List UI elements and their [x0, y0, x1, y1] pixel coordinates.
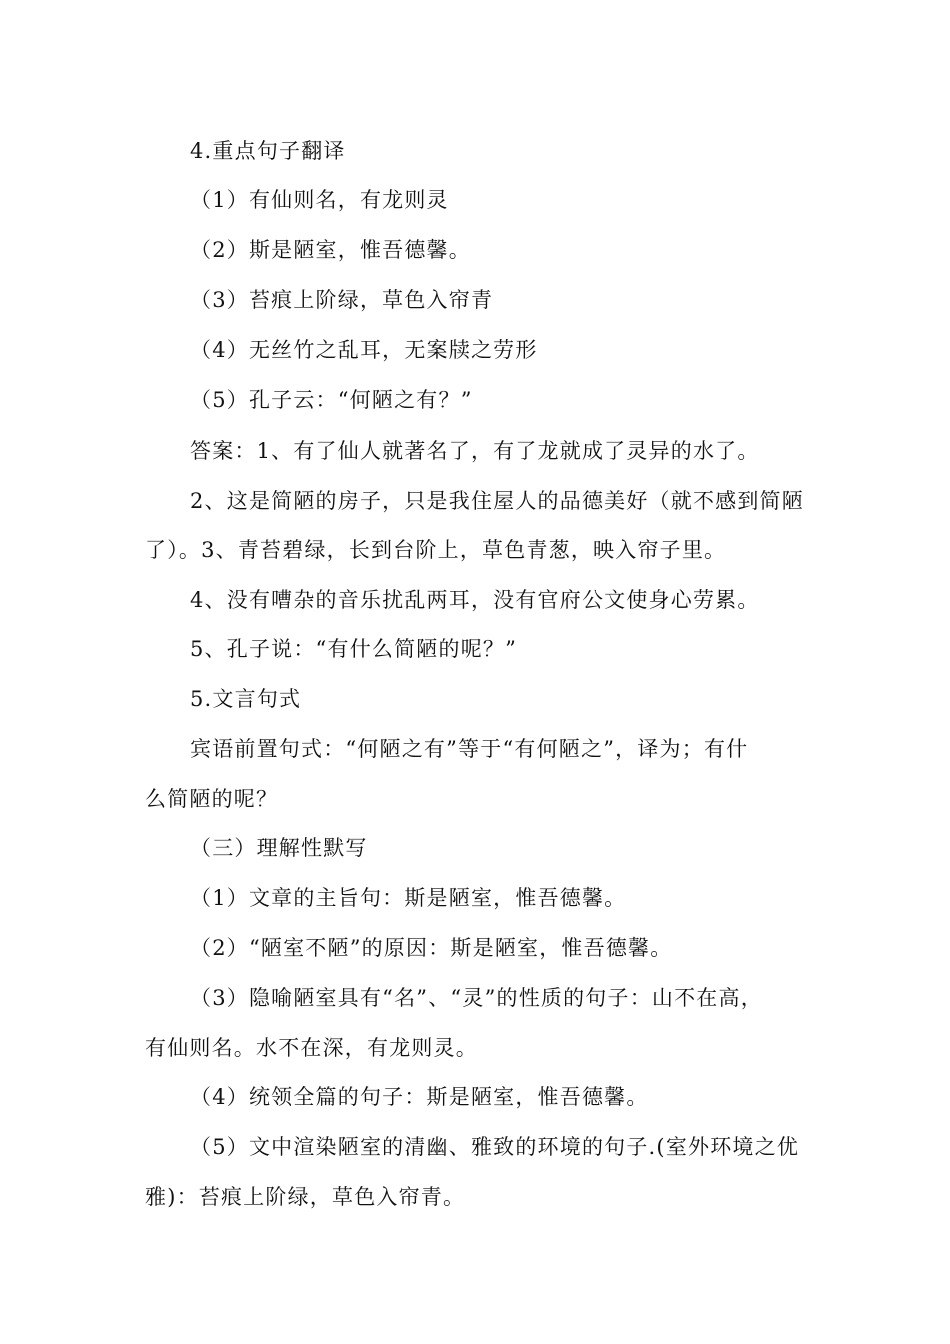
sentence-pattern-line-continued: 么简陋的呢？ — [145, 787, 279, 811]
translation-item-2: （2）斯是陋室，惟吾德馨。 — [190, 238, 471, 262]
dictation-item-4: （4）统领全篇的句子：斯是陋室，惟吾德馨。 — [190, 1085, 649, 1109]
section-heading-dictation: （三）理解性默写 — [190, 836, 368, 860]
answer-line-1: 答案：1、有了仙人就著名了，有了龙就成了灵异的水了。 — [190, 439, 760, 463]
answer-line-2-continued: 了）。3、青苔碧绿，长到台阶上，草色青葱，映入帘子里。 — [145, 538, 727, 562]
answer-line-4: 4、没有嘈杂的音乐扰乱两耳，没有官府公文使身心劳累。 — [190, 588, 760, 612]
translation-item-3: （3）苔痕上阶绿，草色入帘青 — [190, 288, 494, 312]
dictation-item-3-continued: 有仙则名。水不在深，有龙则灵。 — [145, 1036, 478, 1060]
dictation-item-5: （5）文中渲染陋室的清幽、雅致的环境的句子.(室外环境之优 — [190, 1135, 800, 1159]
dictation-item-5-continued: 雅)：苔痕上阶绿，草色入帘青。 — [145, 1185, 466, 1209]
answer-line-5: 5、孔子说：“有什么简陋的呢？” — [190, 637, 518, 661]
translation-item-1: （1）有仙则名，有龙则灵 — [190, 188, 449, 212]
sentence-pattern-line: 宾语前置句式：“何陋之有”等于“有何陋之”，译为；有什 — [190, 737, 749, 761]
translation-item-5: （5）孔子云：“何陋之有？” — [190, 388, 473, 412]
dictation-item-1: （1）文章的主旨句：斯是陋室，惟吾德馨。 — [190, 886, 627, 910]
dictation-item-2: （2）“陋室不陋”的原因：斯是陋室，惟吾德馨。 — [190, 936, 673, 960]
answer-line-2: 2、这是简陋的房子，只是我住屋人的品德美好（就不感到简陋 — [190, 489, 804, 513]
section-heading-sentence-pattern: 5.文言句式 — [190, 687, 302, 711]
dictation-item-3: （3）隐喻陋室具有“名”、“灵”的性质的句子：山不在高， — [190, 986, 763, 1010]
section-heading-sentence-translation: 4.重点句子翻译 — [190, 139, 346, 163]
translation-item-4: （4）无丝竹之乱耳，无案牍之劳形 — [190, 338, 538, 362]
